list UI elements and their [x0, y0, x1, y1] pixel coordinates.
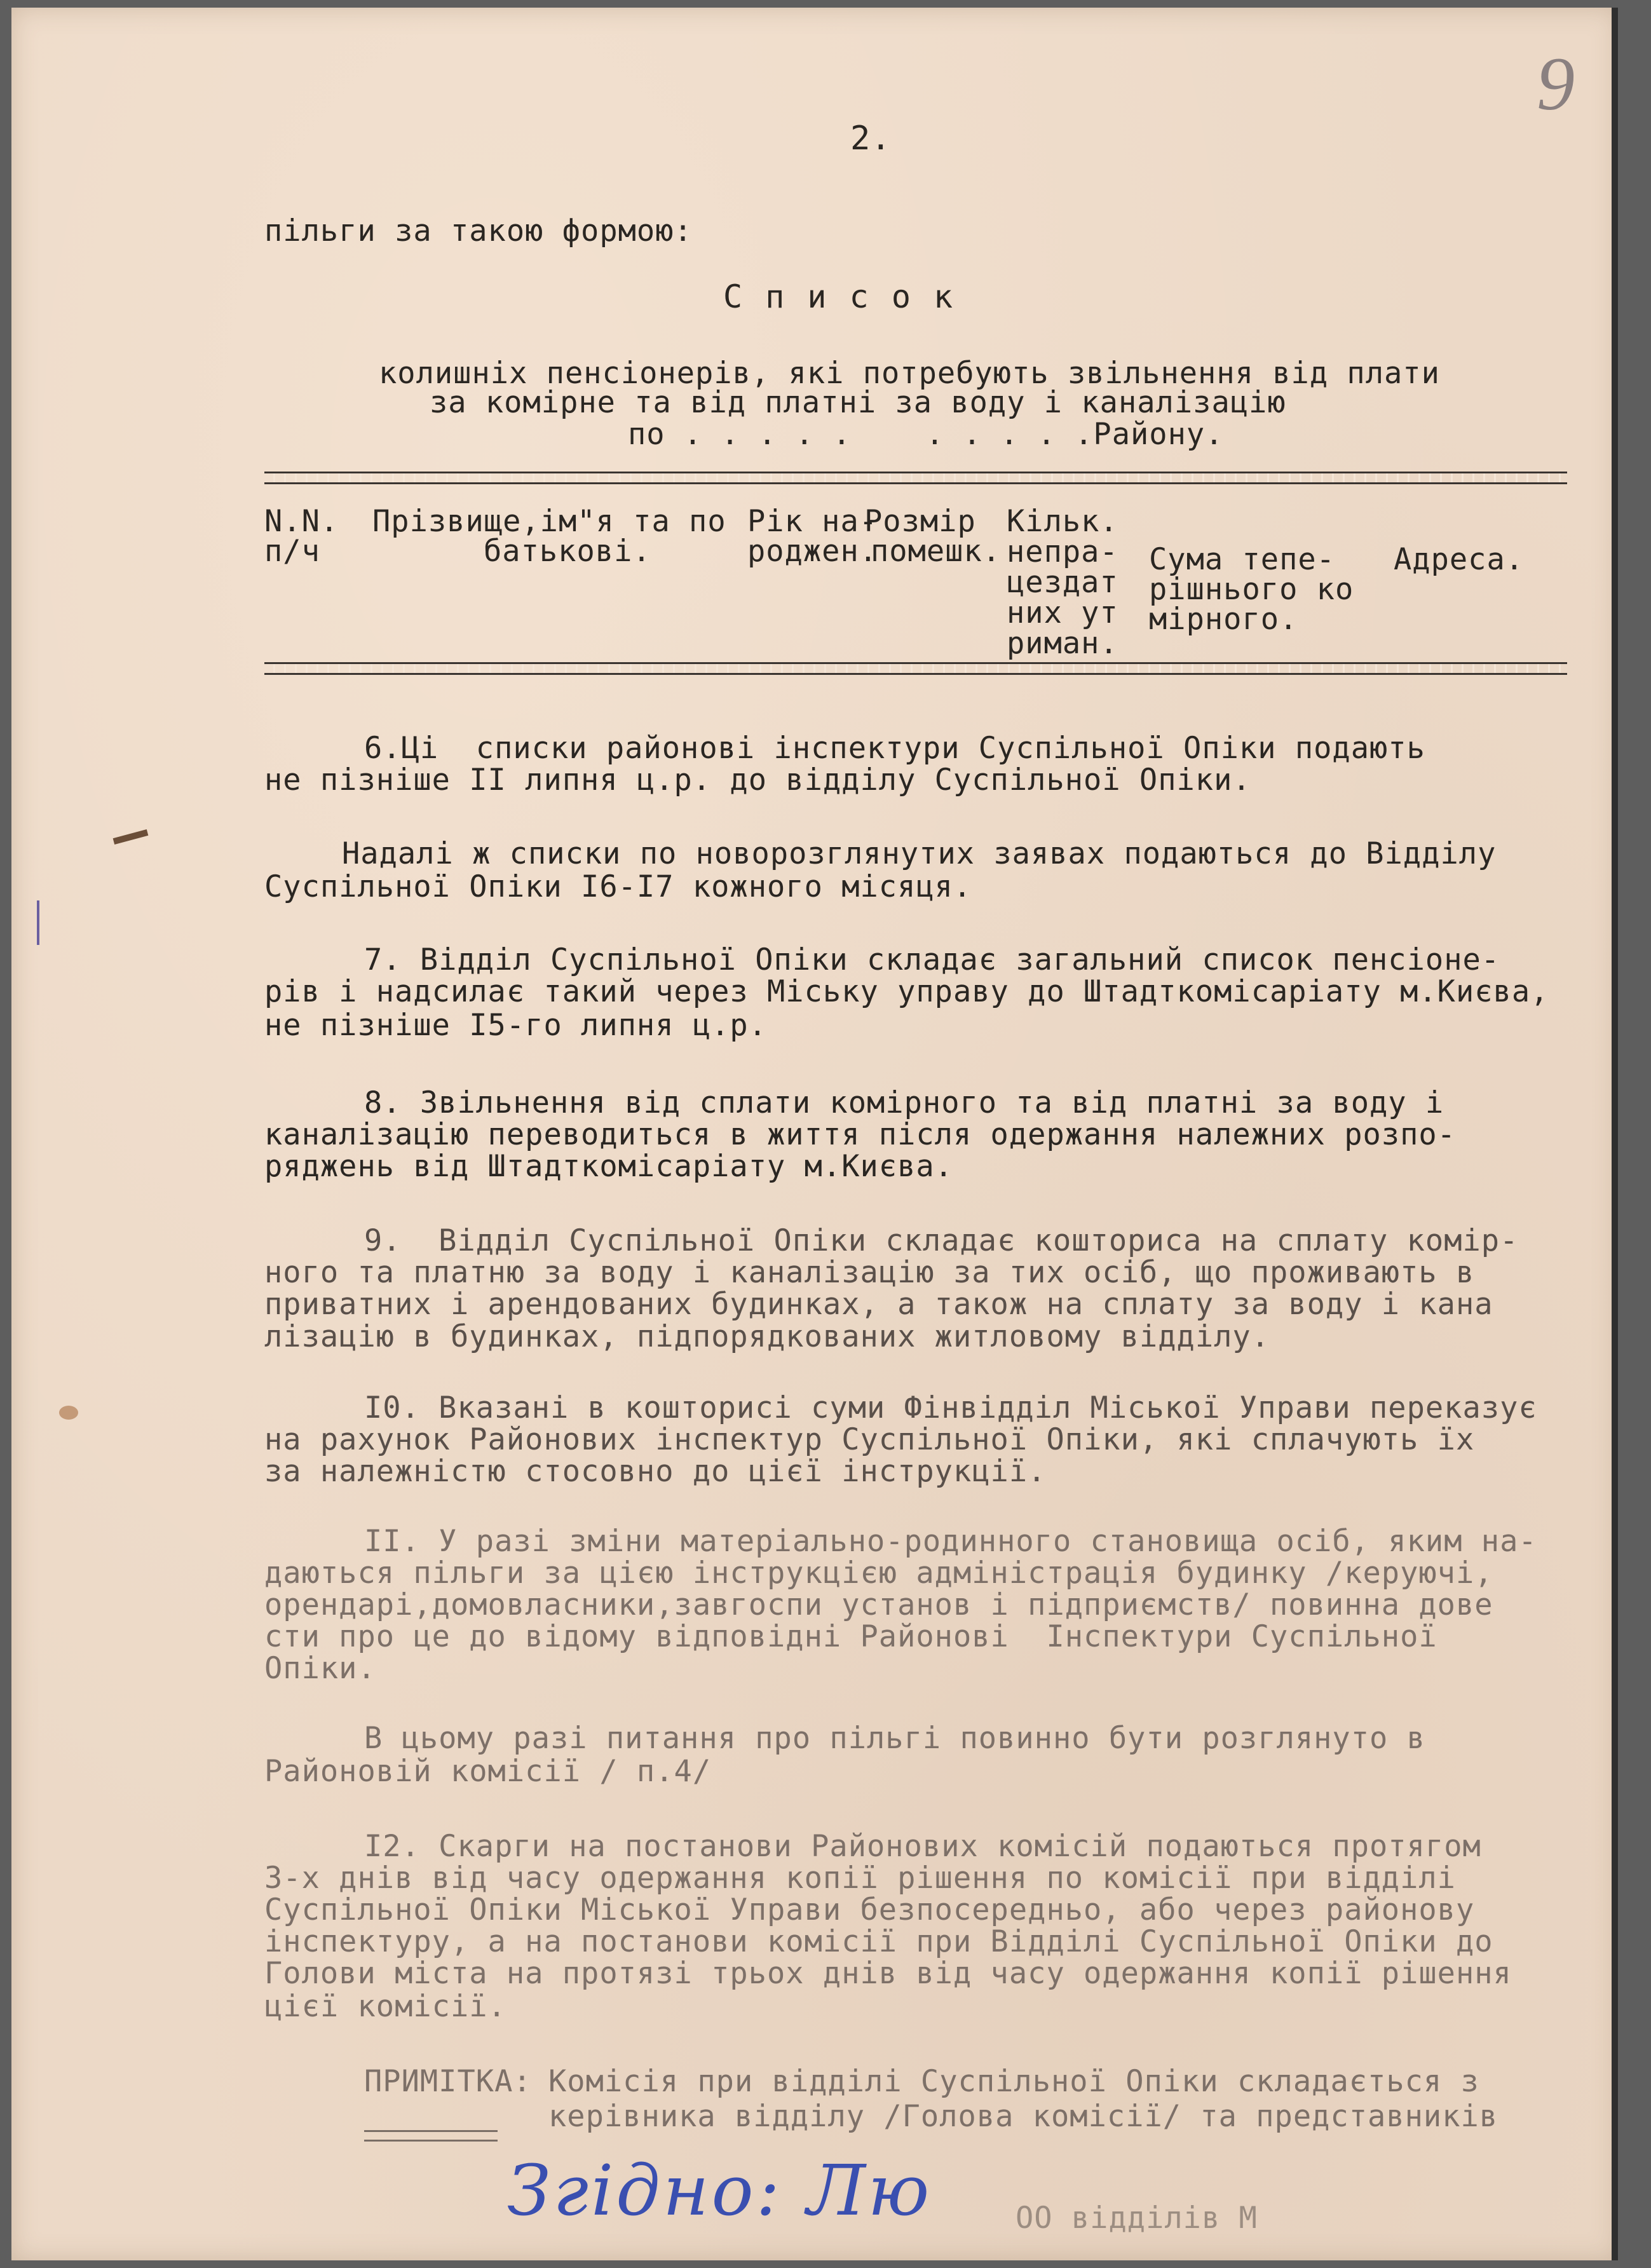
column-header-dwelling-size: Розмір помешк. — [864, 504, 1002, 569]
column-header-birth-year: Рік на- роджен. — [747, 504, 878, 569]
page-edge — [1612, 8, 1618, 2260]
list-subtitle-line: за комірне та від платні за воду і каналізацію — [430, 385, 1286, 420]
column-header-rent-sum: Сума тепе- рішнього ко мірного. — [1149, 542, 1354, 637]
margin-ink-mark — [113, 829, 149, 845]
list-subtitle-line: по . . . . . . . . . .Району. — [628, 417, 1224, 452]
paper-stain — [59, 1406, 78, 1420]
typed-page-number: 2. — [850, 119, 892, 158]
column-header-name: Прізвище,ім"я та по батькові. — [372, 504, 726, 569]
document-page: 9 2. пільги за такою формою: С п и с о к колишніх пенсіонерів, які потребують звільнення від плати за комірне та від платні за воду і каналізацію по . . . . . . . . . .Району. N.N. п/ч Прізвище,ім"я та по батькові. Рік на- роджен. Розмір помешк. Кільк. непра- цездат них ут риман. Сума тепе- рішнього ко мірного. Адреса. 6.Ці списки районові інспектури Суспільної Опіки подають не пізніше ІІ липня ц.р. до відділу Суспільної Опіки. Надалі ж списки по новорозглянутих заявах подаються до Відділу Суспільної Опіки І6-І7 кожного місяця. 7. Відділ Суспільної Опіки складає загальний список пенсіоне- рів і надсилає такий через Міську управу до Штадткомісаріату м.Києва, не пізніше І5-го липня ц.р. 8. Звільнення від сплати комірного та від платні за воду і каналізацію переводиться в життя після одержання належних розпо- ряджень від Штадткомісаріату м.Києва. 9. Відділ Суспільної Опіки складає кошториса на сплату комір- ного та платню за воду і каналізацію за тих осіб, що проживають в приватних і арендованих будинках, а також на сплату за воду і кана лізацію в будинках, підпорядкованих житловому відділу. І0. Вказані в кошторисі суми Фінвідділ Міської Управи переказує на рахунок Районових інспектур Суспільної Опіки, які сплачують їх за належністю стосовно до цієї інструкції. ІІ. У разі зміни матеріально-родинного становища осіб, яким на- даються пільги за цією інструкцією адміністрація будинку /керуючі, орендарі,домовласники,завгоспи установ і підприємств/ повинна дове сти про це до відому відповідні Районові Інспектури Суспільної Опіки. В цьому разі питання про пільгі повинно бути розглянуто в Районовій комісії / п.4/ І2. Скарги на постанови Районових комісій подаються протягом 3-х днів від часу одержання копії рішення по комісії при відділі Суспільної Опіки Міської Управи безпосередньо, або через районову інспектуру, а на постанови комісії при Відділі Суспільної Опіки до Голови міста на протязі трьох днів від часу одержання копії рішення цієї комісії. ПРИМІТКА: Комісія при відділі Суспільної Опіки складається з керівника відділу /Голова комісії/ та представників ОО відділів М Згідно: Лю — [11, 8, 1618, 2260]
note-label: ПРИМІТКА: — [364, 2064, 532, 2099]
intro-line: пільги за такою формою: — [264, 214, 693, 248]
column-header-address: Адреса. — [1394, 542, 1525, 577]
margin-pencil-mark — [37, 900, 39, 945]
table-top-rule — [264, 472, 1567, 484]
table-bottom-rule — [264, 662, 1567, 675]
handwritten-signature: Згідно: Лю — [507, 2150, 932, 2231]
column-header-number: N.N. п/ч — [264, 504, 339, 569]
note-underline — [364, 2130, 498, 2142]
handwritten-page-number: 9 — [1537, 41, 1575, 126]
list-title: С п и с о к — [723, 278, 955, 315]
list-subtitle-line: колишніх пенсіонерів, які потребують звільнення від плати — [379, 356, 1440, 391]
column-header-dependents: Кільк. непра- цездат них ут риман. — [1007, 504, 1118, 661]
